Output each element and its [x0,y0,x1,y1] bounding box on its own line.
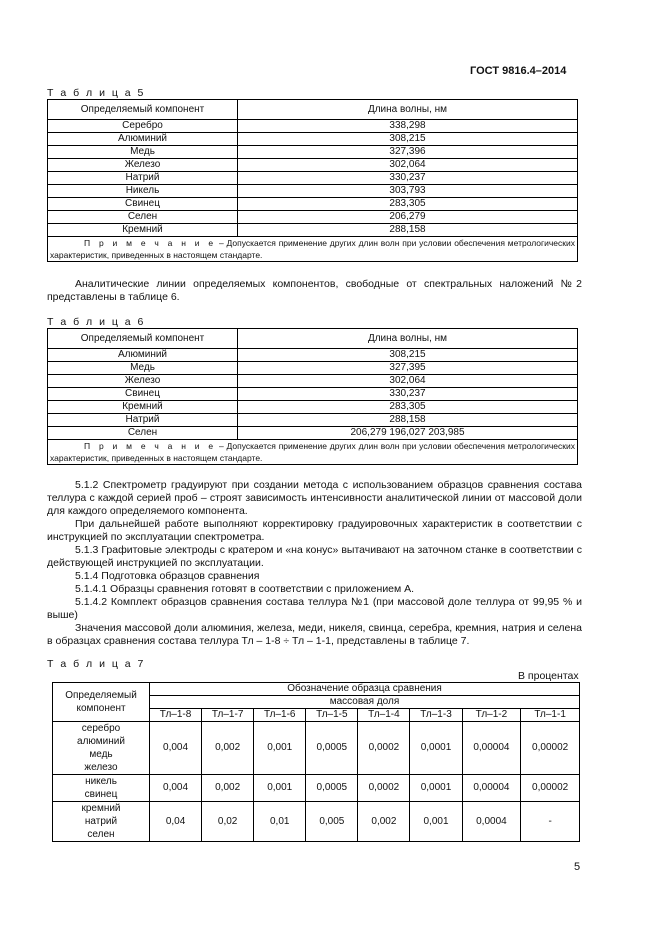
table-row [48,427,578,440]
table-row [53,802,580,842]
table6-caption: Т а б л и ц а 6 [47,316,146,328]
table7-caption: Т а б л и ц а 7 [47,658,146,670]
table6-col1-header: Определяемый компонент [48,329,238,349]
mass-fraction-value: 0,0005 [306,722,358,775]
table-row [48,172,578,185]
component-name: Свинец [48,198,238,211]
component-name: натрий [84,816,118,827]
wavelength-value: 308,215 [238,349,578,362]
table7-group-header: Обозначение образца сравнения [150,683,580,696]
mass-fraction-value: 0,02 [202,802,254,842]
paragraph-further-work: При дальнейшей работе выполняют корректировку градуировочных характеристик в соответствии с инструкцией по эксплуатации спектрометра. [47,518,582,543]
table-row [48,349,578,362]
table5-col1-header: Определяемый компонент [48,100,238,120]
table-row [48,146,578,159]
table-row [48,159,578,172]
component-name: Кремний [48,224,238,237]
sample-header: Тл–1-7 [202,709,254,722]
sample-header: Тл–1-6 [254,709,306,722]
sample-header: Тл–1-1 [521,709,580,722]
wavelength-value: 327,395 [238,362,578,375]
mass-fraction-value: - [521,802,580,842]
mass-fraction-value: 0,004 [150,722,202,775]
component-name: медь [89,749,113,760]
sample-header: Тл–1-4 [358,709,410,722]
mass-fraction-value: 0,002 [202,775,254,802]
wavelength-value: 283,305 [238,198,578,211]
mass-fraction-value: 0,00002 [521,722,580,775]
mass-fraction-value: 0,00004 [462,722,521,775]
component-name: Селен [48,211,238,224]
table-row [53,775,580,802]
wavelength-value: 327,396 [238,146,578,159]
component-name: кремний [81,803,121,814]
page-number: 5 [574,861,581,873]
wavelength-value: 338,298 [238,120,578,133]
table-row [48,133,578,146]
mass-fraction-value: 0,001 [254,722,306,775]
table5-note-text: – Допускается применение других длин волн при условии обеспечения метрологических характеристик, приведенных в настоящем стандарте. [50,238,575,260]
table7-units: В процентах [518,670,579,682]
table-row [48,211,578,224]
table6-note-label: П р и м е ч а н и е [84,441,217,451]
mass-fraction-value: 0,002 [358,802,410,842]
table5-note [48,237,578,262]
sample-header: Тл–1-3 [410,709,462,722]
component-name: алюминий [77,736,125,747]
table-row [48,185,578,198]
component-name: Медь [48,362,238,375]
table7-col1-header: Определяемый компонент [53,683,150,722]
table7-sub-header: массовая доля [150,696,580,709]
mass-fraction-value: 0,04 [150,802,202,842]
wavelength-value: 206,279 [238,211,578,224]
mass-fraction-value: 0,00002 [521,775,580,802]
paragraph-5-1-4-2: 5.1.4.2 Комплект образцов сравнения состава теллура №1 (при массовой доле теллура от 99,95 % и выше) [47,596,582,621]
component-name: Серебро [48,120,238,133]
mass-fraction-value: 0,0001 [410,722,462,775]
component-name: серебро [81,723,121,734]
table-row [48,198,578,211]
component-name: Селен [48,427,238,440]
table-row [48,401,578,414]
wavelength-value: 206,279 196,027 203,985 [238,427,578,440]
table-row [48,388,578,401]
mass-fraction-value: 0,002 [202,722,254,775]
wavelength-value: 330,237 [238,172,578,185]
table6-note [48,440,578,465]
paragraph-5-1-3: 5.1.3 Графитовые электроды с кратером и «на конус» вытачивают на заточном станке в соответствии с действующей инструкцией по эксплуатации. [47,544,582,569]
component-name: Медь [48,146,238,159]
mass-fraction-value: 0,0002 [358,775,410,802]
document-header: ГОСТ 9816.4–2014 [470,65,567,77]
component-group [53,722,150,775]
table5 [47,99,578,262]
component-name: Кремний [48,401,238,414]
paragraph-analytical-lines: Аналитические линии определяемых компонентов, свободные от спектральных наложений №2 представлены в таблице 6. [47,278,582,303]
wavelength-value: 303,793 [238,185,578,198]
component-name: Алюминий [48,133,238,146]
table-row [48,120,578,133]
mass-fraction-value: 0,001 [254,775,306,802]
table6-col2-header: Длина волны, нм [238,329,578,349]
paragraph-5-1-4: 5.1.4 Подготовка образцов сравнения [75,570,260,582]
table5-caption: Т а б л и ц а 5 [47,87,146,99]
component-group [53,802,150,842]
mass-fraction-value: 0,0002 [358,722,410,775]
mass-fraction-value: 0,004 [150,775,202,802]
table5-col2-header: Длина волны, нм [238,100,578,120]
mass-fraction-value: 0,005 [306,802,358,842]
mass-fraction-value: 0,00004 [462,775,521,802]
wavelength-value: 288,158 [238,414,578,427]
table-row [48,362,578,375]
table-row [48,224,578,237]
wavelength-value: 330,237 [238,388,578,401]
wavelength-value: 288,158 [238,224,578,237]
component-name: железо [84,762,118,773]
table6 [47,328,578,465]
wavelength-value: 302,064 [238,375,578,388]
component-name: Алюминий [48,349,238,362]
component-name: Натрий [48,414,238,427]
mass-fraction-value: 0,0004 [462,802,521,842]
mass-fraction-value: 0,01 [254,802,306,842]
mass-fraction-value: 0,0001 [410,775,462,802]
table-row [53,722,580,775]
sample-header: Тл–1-5 [306,709,358,722]
wavelength-value: 302,064 [238,159,578,172]
component-name: Железо [48,159,238,172]
wavelength-value: 308,215 [238,133,578,146]
component-name: свинец [84,789,118,800]
component-name: Железо [48,375,238,388]
component-name: Натрий [48,172,238,185]
paragraph-mass-fraction-values: Значения массовой доли алюминия, железа, меди, никеля, свинца, серебра, кремния, натрия и селена в образцах сравнения состава теллура Тл – 1-8 ÷ Тл – 1-1, представлены в таблице 7. [47,622,582,647]
component-name: никель [85,776,117,787]
mass-fraction-value: 0,001 [410,802,462,842]
table7 [52,682,580,842]
table6-note-text: – Допускается применение других длин волн при условии обеспечения метрологических характеристик, приведенных в настоящем стандарте. [50,441,575,463]
component-name: Никель [48,185,238,198]
wavelength-value: 283,305 [238,401,578,414]
component-group [53,775,150,802]
sample-header: Тл–1-8 [150,709,202,722]
sample-header: Тл–1-2 [462,709,521,722]
table-row [48,414,578,427]
mass-fraction-value: 0,0005 [306,775,358,802]
component-name: Свинец [48,388,238,401]
paragraph-5-1-4-1: 5.1.4.1 Образцы сравнения готовят в соответствии с приложением А. [75,583,415,595]
paragraph-5-1-2: 5.1.2 Спектрометр градуируют при создании метода с использованием образцов сравнения состава теллура с каждой серией проб – строят зависимость интенсивности аналитической линии от массовой доли для каждого определяемого компонента. [47,479,582,517]
table5-note-label: П р и м е ч а н и е [84,238,217,248]
component-name: селен [87,829,115,840]
table-row [48,375,578,388]
